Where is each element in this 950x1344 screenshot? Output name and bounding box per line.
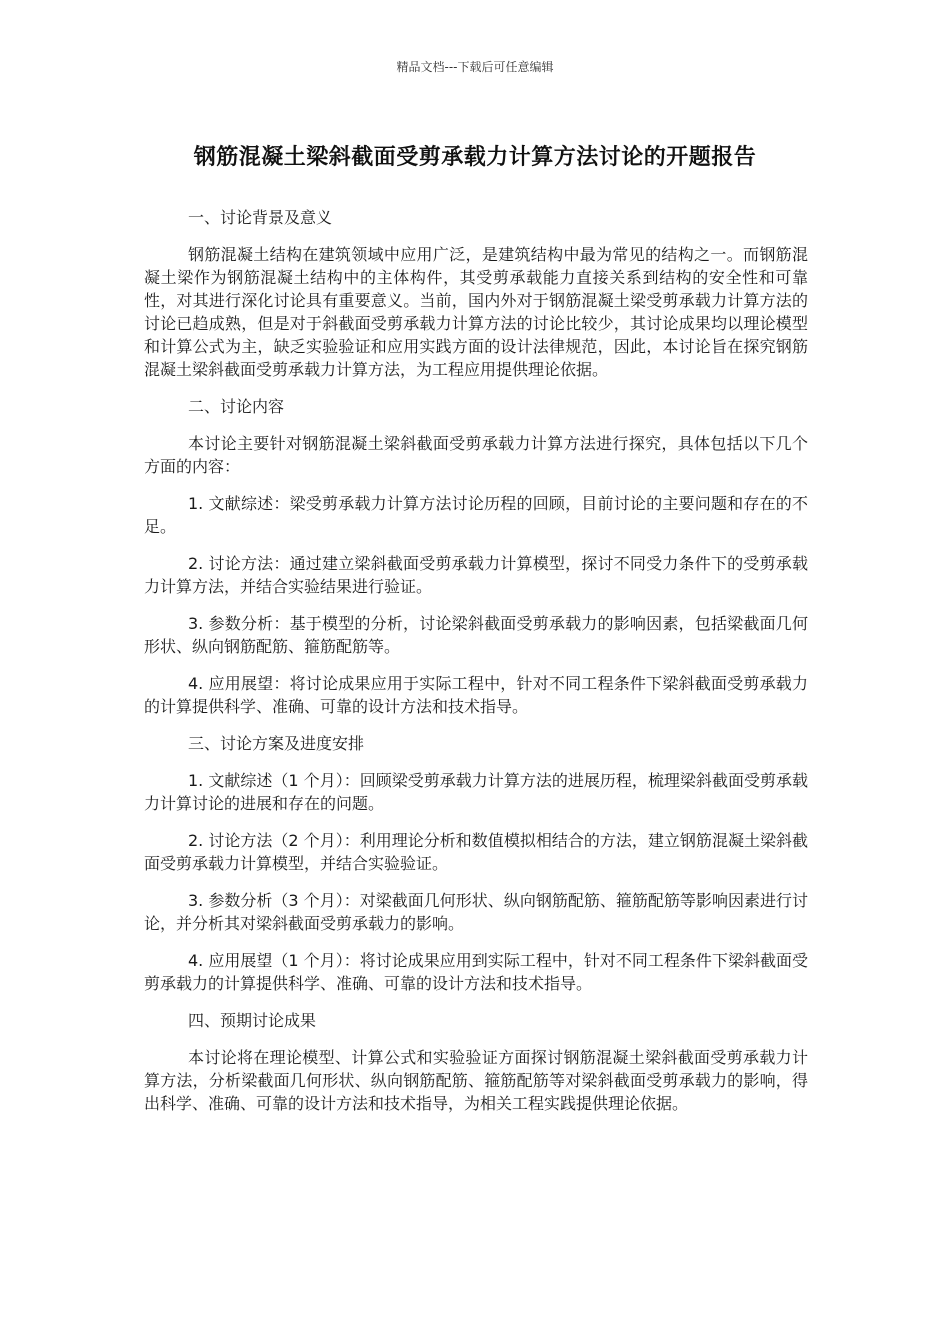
paragraph: 本讨论将在理论模型、计算公式和实验验证方面探讨钢筋混凝土梁斜截面受剪承载力计算方法，分析梁截面几何形状、纵向钢筋配筋、箍筋配筋等对梁斜截面受剪承载力的影响，得出科学、准确、可靠的设计方法和技术指导，为相关工程实践提供理论依据。 xyxy=(144,1048,808,1113)
list-item: 2. 讨论方法：通过建立梁斜截面受剪承载力计算模型，探讨不同受力条件下的受剪承载力计算方法，并结合实验结果进行验证。 xyxy=(144,554,808,596)
list-item: 3. 参数分析（3 个月）：对梁截面几何形状、纵向钢筋配筋、箍筋配筋等影响因素进行讨论，并分析其对梁斜截面受剪承载力的影响。 xyxy=(144,891,808,933)
document-body xyxy=(144,206,808,1129)
paragraph: 本讨论主要针对钢筋混凝土梁斜截面受剪承载力计算方法进行探究，具体包括以下几个方面的内容： xyxy=(144,434,808,476)
section-heading-plan: 三、讨论方案及进度安排 xyxy=(188,734,365,753)
document-title: 钢筋混凝土梁斜截面受剪承载力计算方法讨论的开题报告 xyxy=(193,145,757,170)
list-item: 1. 文献综述：梁受剪承载力计算方法讨论历程的回顾，目前讨论的主要问题和存在的不足。 xyxy=(144,494,808,536)
list-item: 2. 讨论方法（2 个月）：利用理论分析和数值模拟相结合的方法，建立钢筋混凝土梁斜截面受剪承载力计算模型，并结合实验验证。 xyxy=(144,831,808,873)
list-item: 4. 应用展望：将讨论成果应用于实际工程中，针对不同工程条件下梁斜截面受剪承载力的计算提供科学、准确、可靠的设计方法和技术指导。 xyxy=(144,674,808,716)
list-item: 1. 文献综述（1 个月）：回顾梁受剪承载力计算方法的进展历程，梳理梁斜截面受剪承载力计算讨论的进展和存在的问题。 xyxy=(144,771,808,813)
list-item: 4. 应用展望（1 个月）：将讨论成果应用到实际工程中，针对不同工程条件下梁斜截面受剪承载力的计算提供科学、准确、可靠的设计方法和技术指导。 xyxy=(144,951,808,993)
section-heading-outcomes: 四、预期讨论成果 xyxy=(188,1011,317,1030)
section-heading-background: 一、讨论背景及意义 xyxy=(188,208,333,227)
paragraph: 钢筋混凝土结构在建筑领域中应用广泛，是建筑结构中最为常见的结构之一。而钢筋混凝土梁作为钢筋混凝土结构中的主体构件，其受剪承载能力直接关系到结构的安全性和可靠性，对其进行深化讨论具有重要意义。当前，国内外对于钢筋混凝土梁受剪承载力计算方法的讨论已趋成熟，但是对于斜截面受剪承载力计算方法的讨论比较少，其讨论成果均以理论模型和计算公式为主，缺乏实验验证和应用实践方面的设计法律规范，因此，本讨论旨在探究钢筋混凝土梁斜截面受剪承载力计算方法，为工程应用提供理论依据。 xyxy=(144,245,808,379)
section-heading-content: 二、讨论内容 xyxy=(188,397,285,416)
list-item: 3. 参数分析：基于模型的分析，讨论梁斜截面受剪承载力的影响因素，包括梁截面几何形状、纵向钢筋配筋、箍筋配筋等。 xyxy=(144,614,808,656)
header-note: 精品文档---下载后可任意编辑 xyxy=(396,60,554,74)
